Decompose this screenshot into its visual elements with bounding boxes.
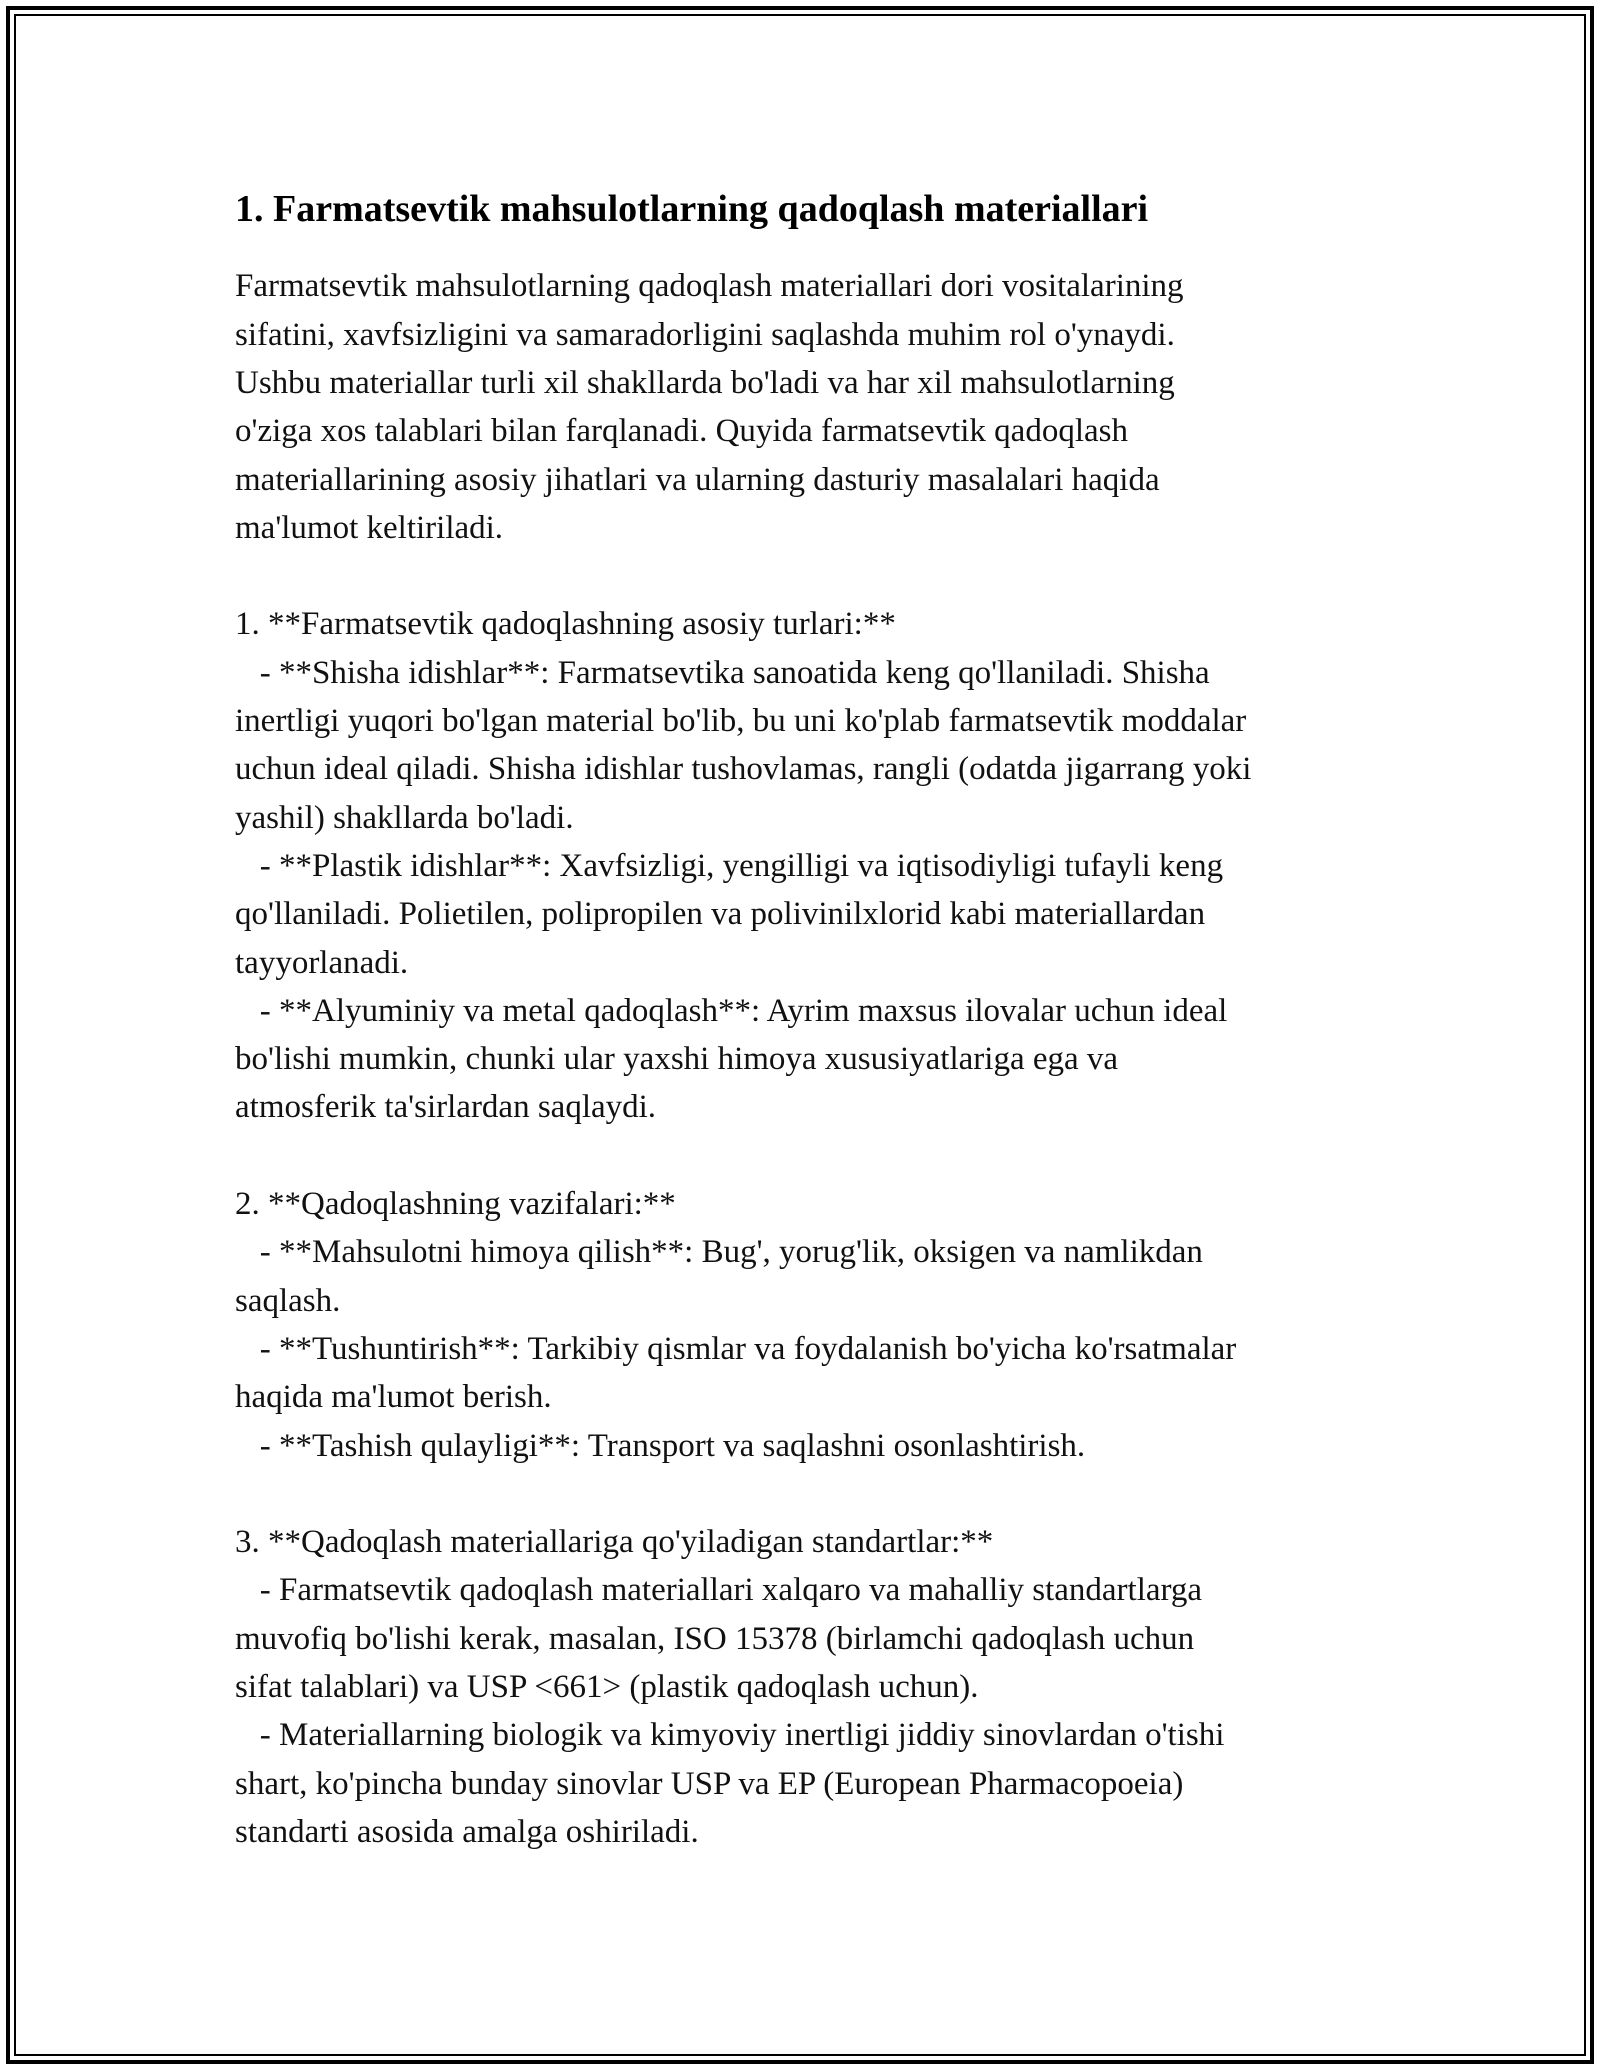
document-title: 1. Farmatsevtik mahsulotlarning qadoqlash materiallari [235, 188, 1149, 230]
document-body: Farmatsevtik mahsulotlarning qadoqlash materiallari dori vositalarining sifatini, xavfsizligini va samaradorligini saqlashda muhim rol o'ynaydi. Ushbu materiallar turli xil shakllarda bo'ladi va har xil mahsulotlarning o'ziga xos talablari bilan farqlanadi. Quyida farmatsevtik qadoqlash materiallarining asosiy jihatlari va ularning dasturiy masalalari haqida ma'lumot keltiriladi. 1. **Farmatsevtik qadoqlashning asosiy turlari:** - **Shisha idishlar**: Farmatsevtika sanoatida keng qo'llaniladi. Shisha inertligi yuqori bo'lgan material bo'lib, bu uni ko'plab farmatsevtik moddalar uchun ideal qiladi. Shisha idishlar tushovlamas, rangli (odatda jigarrang yoki yashil) shakllarda bo'ladi. - **Plastik idishlar**: Xavfsizligi, yengilligi va iqtisodiyligi tufayli keng qo'llaniladi. Polietilen, polipropilen va polivinilxlorid kabi materiallardan tayyorlanadi. - **Alyuminiy va metal qadoqlash**: Ayrim maxsus ilovalar uchun ideal bo'lishi mumkin, chunki ular yaxshi himoya xususiyatlariga ega va atmosferik ta'sirlardan saqlaydi. 2. **Qadoqlashning vazifalari:** - **Mahsulotni himoya qilish**: Bug', yorug'lik, oksigen va namlikdan saqlash. - **Tushuntirish**: Tarkibiy qismlar va foydalanish bo'yicha ko'rsatmalar haqida ma'lumot berish. - **Tashish qulayligi**: Transport va saqlashni osonlashtirish. 3. **Qadoqlash materiallariga qo'yiladigan standartlar:** - Farmatsevtik qadoqlash materiallari xalqaro va mahalliy standartlarga muvofiq bo'lishi kerak, masalan, ISO 15378 (birlamchi qadoqlash uchun sifat talablari) va USP <661> (plastik qadoqlash uchun). - Materiallarning biologik va kimyoviy inertligi jiddiy sinovlardan o'tishi shart, ko'pincha bunday sinovlar USP va EP (European Pharmacopoeia) standarti asosida amalga oshiriladi. [235, 268, 1252, 1850]
document-content [235, 185, 1385, 1856]
